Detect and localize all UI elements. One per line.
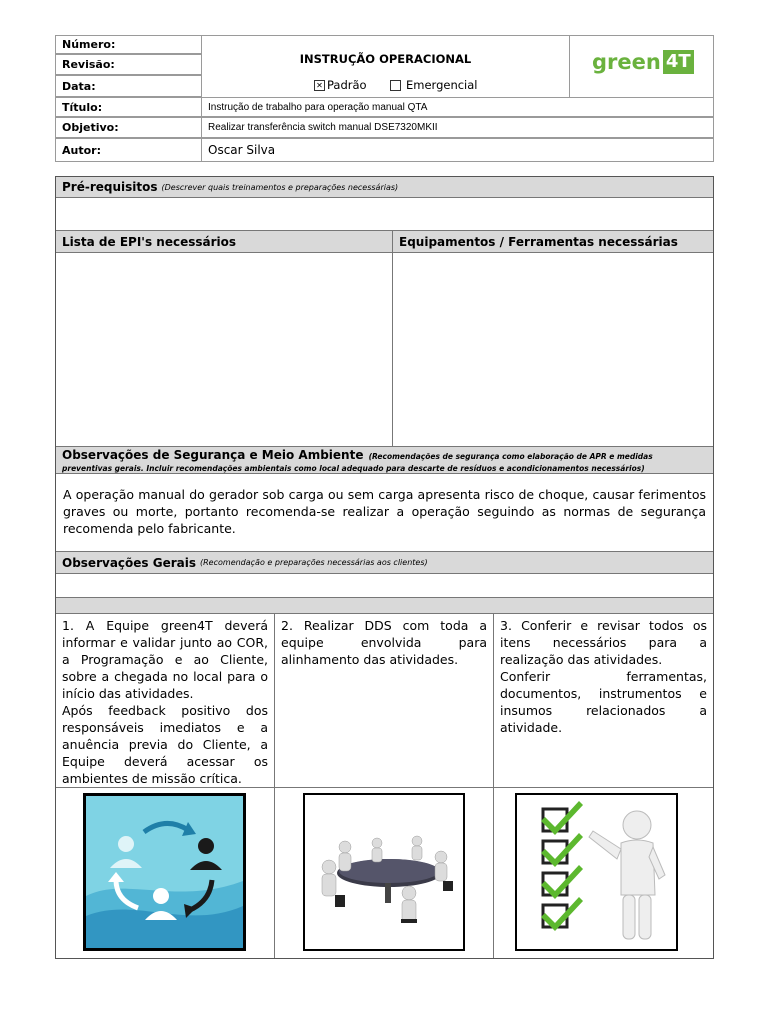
equipamentos-body [393, 253, 713, 447]
checklist-image [515, 793, 678, 951]
epi-title: Lista de EPI's necessários [62, 234, 237, 249]
option-emergencial-label: Emergencial [406, 78, 478, 92]
seguranca-subtitle-b: preventivas gerais. Incluir recomendações ambientais como local adequado para descarte de resíduos e acondicionamentos necessários) [62, 464, 645, 473]
communication-cycle-icon [86, 796, 243, 948]
gerais-header [56, 552, 713, 574]
step-3 [494, 614, 713, 788]
prerequisites-subtitle: (Descrever quais treinamentos e preparações necessárias) [161, 182, 399, 192]
seguranca-body [56, 474, 713, 552]
label-objetivo: Objetivo: [55, 117, 202, 138]
epi-body [56, 253, 393, 447]
checklist-icon [517, 795, 676, 949]
label-data: Data: [55, 75, 202, 97]
label-titulo: Título: [55, 97, 202, 117]
logo-cell [569, 35, 714, 98]
logo-text: green [592, 50, 661, 74]
step-1-text-b: Após feedback positivo dos responsáveis imediatos e a anuência previa do Cliente, a Equipe deverá acessar os ambientes de missão crítica. [62, 703, 268, 786]
meeting-image [303, 793, 465, 951]
logo-badge: 4T [663, 50, 694, 74]
gerais-subtitle: (Recomendação e preparações necessárias aos clientes) [200, 558, 428, 567]
epi-header [56, 231, 393, 253]
prerequisites-header [56, 177, 713, 198]
doc-type-cell [201, 35, 570, 98]
prerequisites-title: Pré-requisitos [62, 180, 158, 194]
step-2-text-a: 2. Realizar DDS com toda a equipe envolvida para alinhamento das atividades. [281, 618, 487, 667]
option-emergencial [390, 78, 478, 92]
green4t-logo [592, 50, 694, 74]
gerais-spacer-bar [56, 598, 713, 614]
titulo-value: Instrução de trabalho para operação manual QTA [201, 97, 714, 117]
communication-cycle-image [83, 793, 246, 951]
meeting-table-icon [305, 795, 463, 949]
seguranca-subtitle-a: (Recomendações de segurança como elaboração de APR e medidas [368, 452, 653, 461]
autor-value: Oscar Silva [201, 138, 714, 162]
seguranca-title: Observações de Segurança e Meio Ambiente [62, 448, 364, 462]
seguranca-header [56, 447, 713, 474]
step-1 [56, 614, 275, 788]
gerais-title: Observações Gerais [62, 555, 196, 570]
prerequisites-body [56, 198, 713, 231]
checkbox-empty-icon [390, 80, 401, 91]
label-revisao: Revisão: [55, 54, 202, 75]
checkbox-checked-icon: ✕ [314, 80, 325, 91]
equipamentos-title: Equipamentos / Ferramentas necessárias [399, 234, 678, 249]
seguranca-text: A operação manual do gerador sob carga ou sem carga apresenta risco de choque, causar ferimentos graves ou morte, portanto recomenda-se realizar a operação seguindo as normas de segurança recomenda pelo fabricante. [63, 487, 706, 536]
equipamentos-header [393, 231, 713, 253]
step-3-text-a: 3. Conferir e revisar todos os itens necessários para a realização das atividades. [500, 618, 707, 667]
step-1-text-a: 1. A Equipe green4T deverá informar e validar junto ao COR, a Programação e ao Cliente, sobre a chegada no local para o início das atividades. [62, 618, 268, 701]
step-3-text-b: Conferir ferramentas, documentos, instrumentos e insumos relacionados a atividade. [500, 669, 707, 735]
step-2 [275, 614, 494, 788]
option-padrao [314, 78, 367, 92]
option-padrao-label: Padrão [327, 78, 367, 92]
label-numero: Número: [55, 35, 202, 54]
doc-type-title: INSTRUÇÃO OPERACIONAL [299, 52, 472, 66]
objetivo-value: Realizar transferência switch manual DSE7320MKII [201, 117, 714, 138]
gerais-body [56, 574, 713, 598]
label-autor: Autor: [55, 138, 202, 162]
